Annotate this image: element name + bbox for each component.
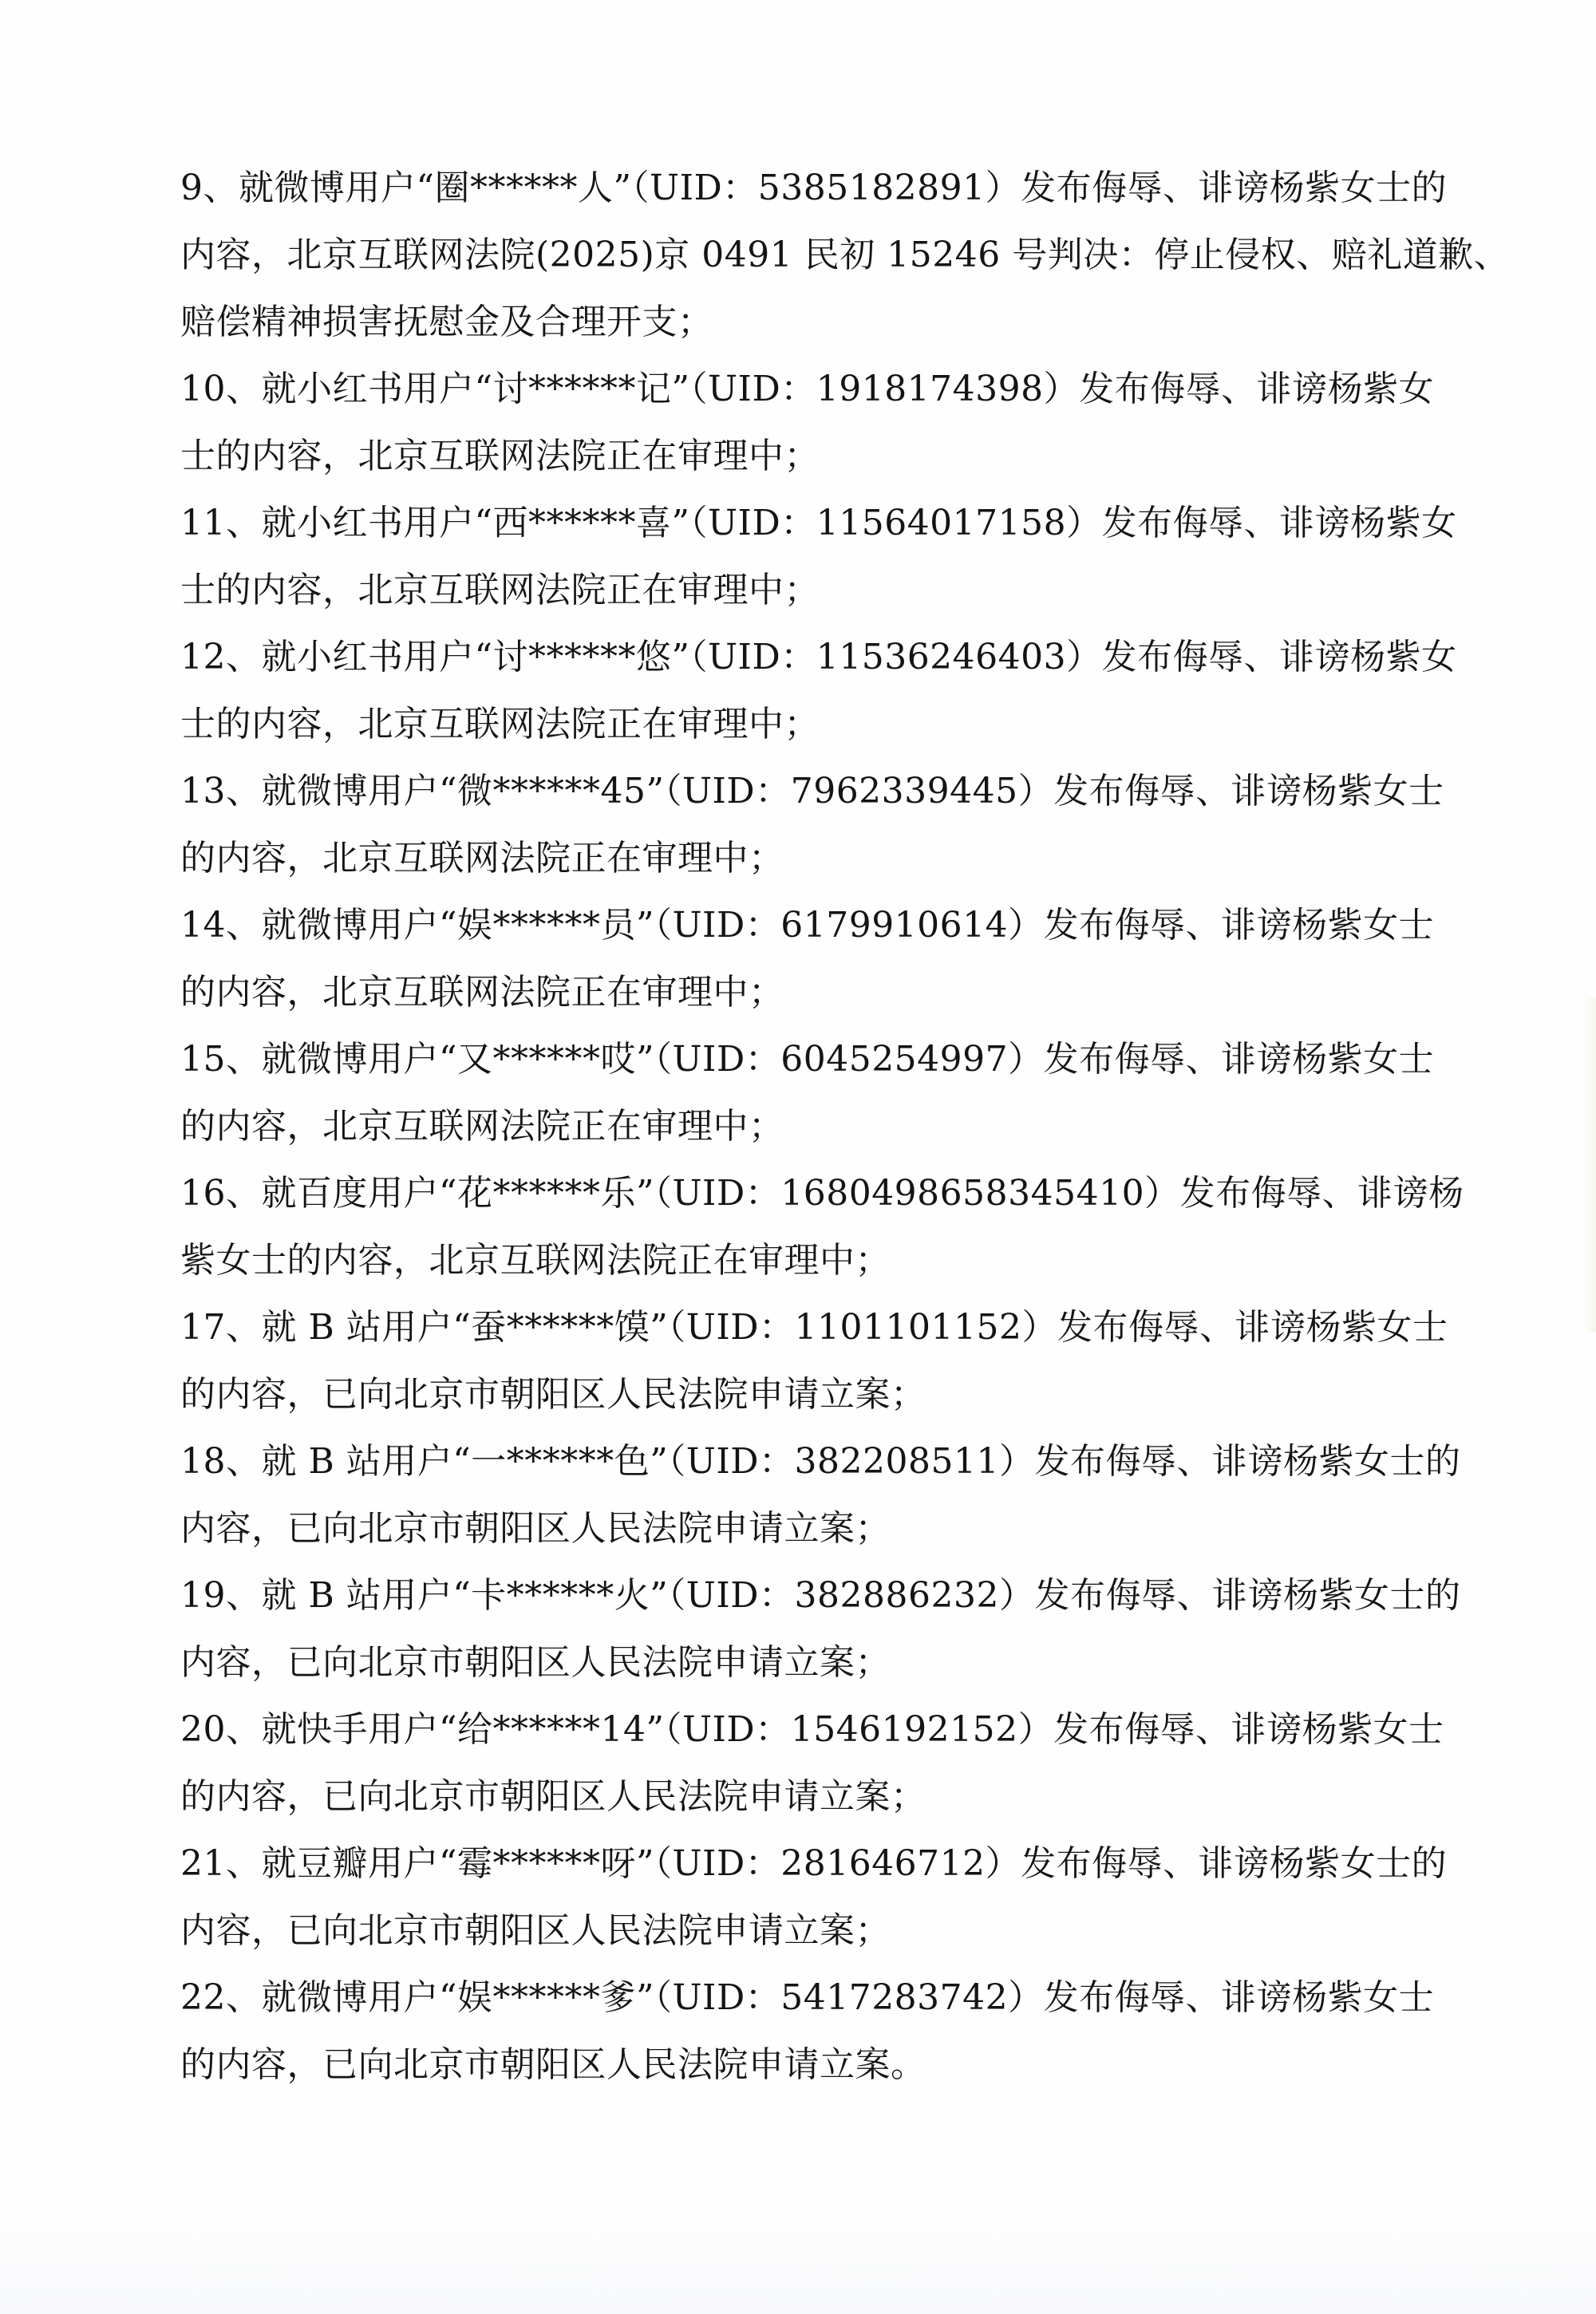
case-item-9-line-1: 9、就微博用户“圈******人”（UID：5385182891）发布侮辱、诽谤杨紫女士的 <box>180 168 1448 208</box>
case-item-14-line-2: 的内容，北京互联网法院正在审理中； <box>180 972 784 1013</box>
case-item-10-line-2: 士的内容，北京互联网法院正在审理中； <box>180 436 820 476</box>
case-item-9-line-2: 内容，北京互联网法院(2025)京 0491 民初 15246 号判决：停止侵权、赔礼道歉、 <box>180 235 1510 275</box>
case-item-13-line-1: 13、就微博用户“微******45”（UID：7962339445）发布侮辱、诽谤杨紫女士 <box>180 771 1444 811</box>
case-item-21-line-1: 21、就豆瓣用户“霉******呀”（UID：281646712）发布侮辱、诽谤杨紫女士的 <box>180 1843 1448 1884</box>
case-item-14-line-1: 14、就微博用户“娱******员”（UID：6179910614）发布侮辱、诽谤杨紫女士 <box>180 905 1435 946</box>
case-item-11-line-1: 11、就小红书用户“西******喜”（UID：11564017158）发布侮辱、诽谤杨紫女 <box>180 503 1457 543</box>
case-item-22-line-2: 的内容，已向北京市朝阳区人民法院申请立案。 <box>180 2044 926 2085</box>
case-item-12-line-2: 士的内容，北京互联网法院正在审理中； <box>180 704 820 744</box>
case-item-22-line-1: 22、就微博用户“娱******爹”（UID：5417283742）发布侮辱、诽谤杨紫女士 <box>180 1977 1435 2018</box>
case-item-9-line-3: 赔偿精神损害抚慰金及合理开支； <box>180 302 713 342</box>
case-item-15-line-2: 的内容，北京互联网法院正在审理中； <box>180 1106 784 1147</box>
case-item-17-line-2: 的内容，已向北京市朝阳区人民法院申请立案； <box>180 1374 926 1415</box>
case-item-19-line-1: 19、就 B 站用户“卡******火”（UID：382886232）发布侮辱、诽谤杨紫女士的 <box>180 1575 1461 1616</box>
case-item-13-line-2: 的内容，北京互联网法院正在审理中； <box>180 838 784 879</box>
case-item-18-line-2: 内容，已向北京市朝阳区人民法院申请立案； <box>180 1508 891 1549</box>
case-item-11-line-2: 士的内容，北京互联网法院正在审理中； <box>180 570 820 610</box>
case-item-20-line-1: 20、就快手用户“给******14”（UID：1546192152）发布侮辱、诽谤杨紫女士 <box>180 1709 1444 1750</box>
case-item-12-line-1: 12、就小红书用户“讨******悠”（UID：11536246403）发布侮辱、诽谤杨紫女 <box>180 637 1457 677</box>
case-item-19-line-2: 内容，已向北京市朝阳区人民法院申请立案； <box>180 1642 891 1683</box>
case-item-10-line-1: 10、就小红书用户“讨******记”（UID：1918174398）发布侮辱、诽谤杨紫女 <box>180 369 1435 409</box>
case-item-20-line-2: 的内容，已向北京市朝阳区人民法院申请立案； <box>180 1776 926 1817</box>
case-item-18-line-1: 18、就 B 站用户“一******色”（UID：382208511）发布侮辱、诽谤杨紫女士的 <box>180 1441 1461 1482</box>
case-item-21-line-2: 内容，已向北京市朝阳区人民法院申请立案； <box>180 1910 891 1951</box>
case-item-15-line-1: 15、就微博用户“又******哎”（UID：6045254997）发布侮辱、诽谤杨紫女士 <box>180 1039 1435 1080</box>
case-item-16-line-2: 紫女士的内容，北京互联网法院正在审理中； <box>180 1240 891 1281</box>
case-item-16-line-1: 16、就百度用户“花******乐”（UID：1680498658345410）发布侮辱、诽谤杨 <box>180 1173 1464 1214</box>
case-item-17-line-1: 17、就 B 站用户“蚕******馍”（UID：1101101152）发布侮辱、诽谤杨紫女士 <box>180 1307 1448 1348</box>
